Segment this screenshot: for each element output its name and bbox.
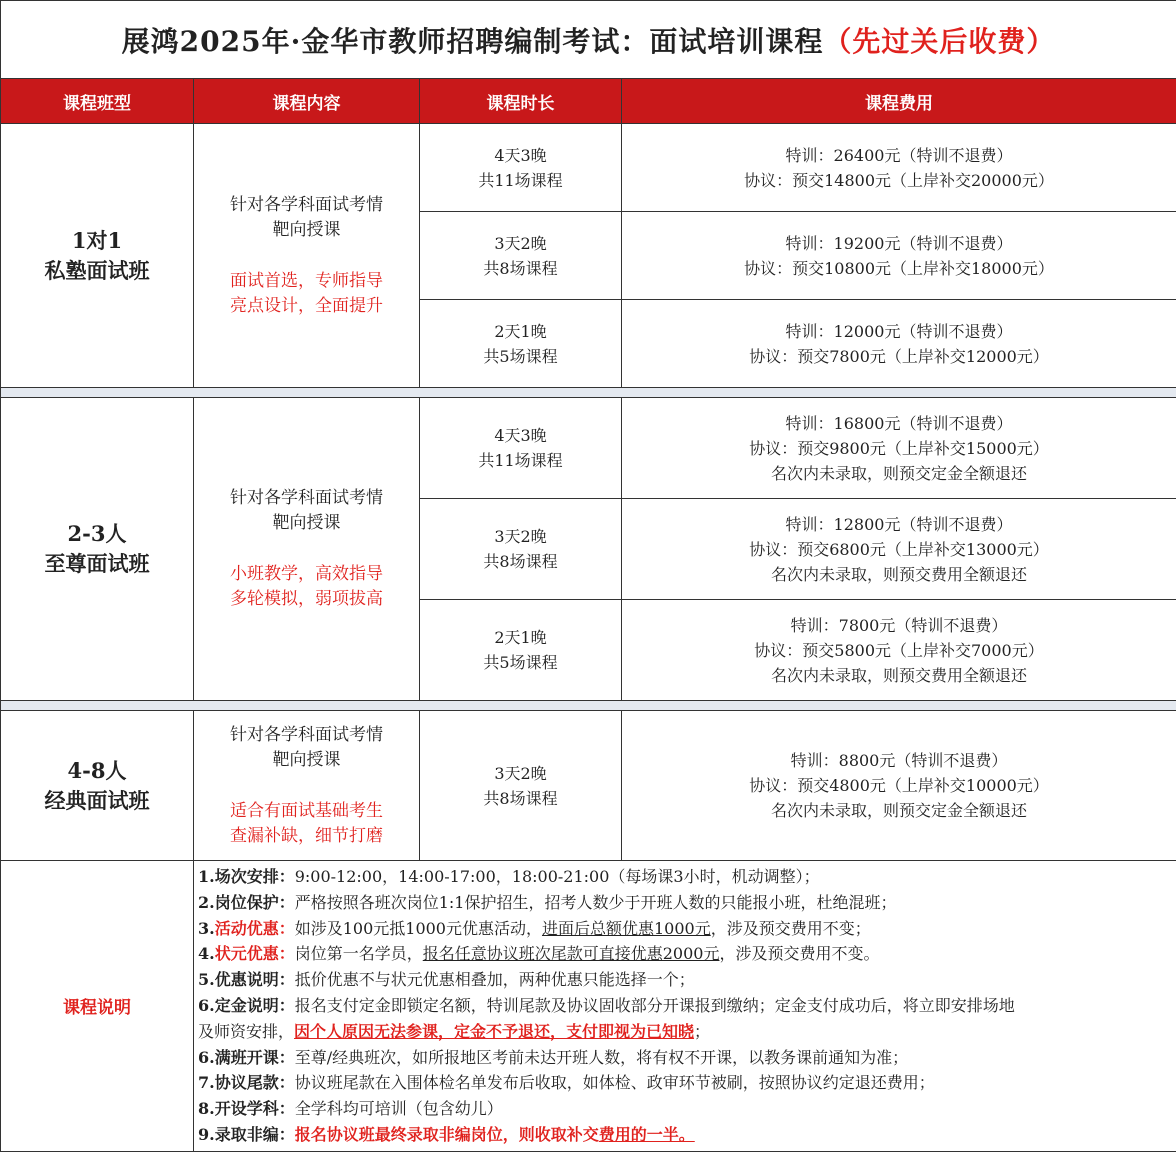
notes-label: 课程说明 bbox=[1, 861, 194, 1152]
note-4: 4.状元优惠：岗位第一名学员，报名任意协议班次尾款可直接优惠2000元，涉及预交费用不变。 bbox=[198, 941, 1172, 967]
note-6: 6.定金说明：报名支付定金即锁定名额，特训尾款及协议固收部分开课报到缴纳；定金支付成功后，将立即安排场地 bbox=[198, 993, 1172, 1019]
note-8: 7.协议尾款：协议班尾款在入围体检名单发布后收取，如体检、政审环节被刷，按照协议约定退还费用； bbox=[198, 1070, 1172, 1096]
note-1: 1.场次安排：9:00-12:00，14:00-17:00，18:00-21:00（每场课3小时，机动调整）； bbox=[198, 864, 1172, 890]
duration-cell: 2天1晚 共5场课程 bbox=[420, 600, 622, 701]
duration-cell: 3天2晚 共8场课程 bbox=[420, 212, 622, 300]
group-separator bbox=[1, 701, 1176, 711]
class-content-2-3: 针对各学科面试考情 靶向授课 小班教学，高效指导 多轮模拟，弱项拔高 bbox=[194, 398, 420, 701]
fee-cell: 特训：7800元（特训不退费） 协议：预交5800元（上岸补交7000元） 名次内未录取，则预交费用全额退还 bbox=[622, 600, 1176, 701]
page-title bbox=[1, 1, 1176, 79]
notes-section bbox=[194, 861, 1176, 1152]
note-7: 6.满班开课：至尊/经典班次，如所报地区考前未达开班人数，将有权不开课，以教务课前通知为准； bbox=[198, 1045, 1172, 1071]
fee-cell: 特训：12800元（特训不退费） 协议：预交6800元（上岸补交13000元） 名次内未录取，则预交费用全额退还 bbox=[622, 499, 1176, 600]
duration-cell: 3天2晚 共8场课程 bbox=[420, 711, 622, 861]
header-fee: 课程费用 bbox=[622, 79, 1176, 124]
class-name-4-8: 4-8人 经典面试班 bbox=[1, 711, 194, 861]
duration-cell: 4天3晚 共11场课程 bbox=[420, 398, 622, 499]
duration-cell: 2天1晚 共5场课程 bbox=[420, 300, 622, 388]
class-name-2-3: 2-3人 至尊面试班 bbox=[1, 398, 194, 701]
fee-cell: 特训：8800元（特训不退费） 协议：预交4800元（上岸补交10000元） 名次内未录取，则预交定金全额退还 bbox=[622, 711, 1176, 861]
class-content-4-8: 针对各学科面试考情 靶向授课 适合有面试基础考生 查漏补缺，细节打磨 bbox=[194, 711, 420, 861]
class-name-1v1: 1对1 私塾面试班 bbox=[1, 124, 194, 388]
duration-cell: 3天2晚 共8场课程 bbox=[420, 499, 622, 600]
header-class-type: 课程班型 bbox=[1, 79, 194, 124]
note-6-cont: 及师资安排，因个人原因无法参课，定金不予退还，支付即视为已知晓； bbox=[198, 1019, 1172, 1045]
duration-cell: 4天3晚 共11场课程 bbox=[420, 124, 622, 212]
fee-cell: 特训：16800元（特训不退费） 协议：预交9800元（上岸补交15000元） 名次内未录取，则预交定金全额退还 bbox=[622, 398, 1176, 499]
note-5: 5.优惠说明：抵价优惠不与状元优惠相叠加，两种优惠只能选择一个； bbox=[198, 967, 1172, 993]
title-highlight: （先过关后收费） bbox=[823, 25, 1055, 58]
fee-cell: 特训：19200元（特训不退费） 协议：预交10800元（上岸补交18000元） bbox=[622, 212, 1176, 300]
class-content-1v1: 针对各学科面试考情 靶向授课 面试首选，专师指导 亮点设计，全面提升 bbox=[194, 124, 420, 388]
fee-cell: 特训：12000元（特训不退费） 协议：预交7800元（上岸补交12000元） bbox=[622, 300, 1176, 388]
title-main: 展鸿2025年·金华市教师招聘编制考试：面试培训课程 bbox=[122, 25, 824, 58]
note-9: 8.开设学科：全学科均可培训（包含幼儿） bbox=[198, 1096, 1172, 1122]
fee-cell: 特训：26400元（特训不退费） 协议：预交14800元（上岸补交20000元） bbox=[622, 124, 1176, 212]
header-content: 课程内容 bbox=[194, 79, 420, 124]
note-10: 9.录取非编：报名协议班最终录取非编岗位，则收取补交费用的一半。 bbox=[198, 1122, 1172, 1148]
note-2: 2.岗位保护：严格按照各班次岗位1:1保护招生，招考人数少于开班人数的只能报小班，杜绝混班； bbox=[198, 890, 1172, 916]
group-separator bbox=[1, 388, 1176, 398]
header-duration: 课程时长 bbox=[420, 79, 622, 124]
note-3: 3.活动优惠：如涉及100元抵1000元优惠活动，进面后总额优惠1000元，涉及预交费用不变； bbox=[198, 916, 1172, 942]
